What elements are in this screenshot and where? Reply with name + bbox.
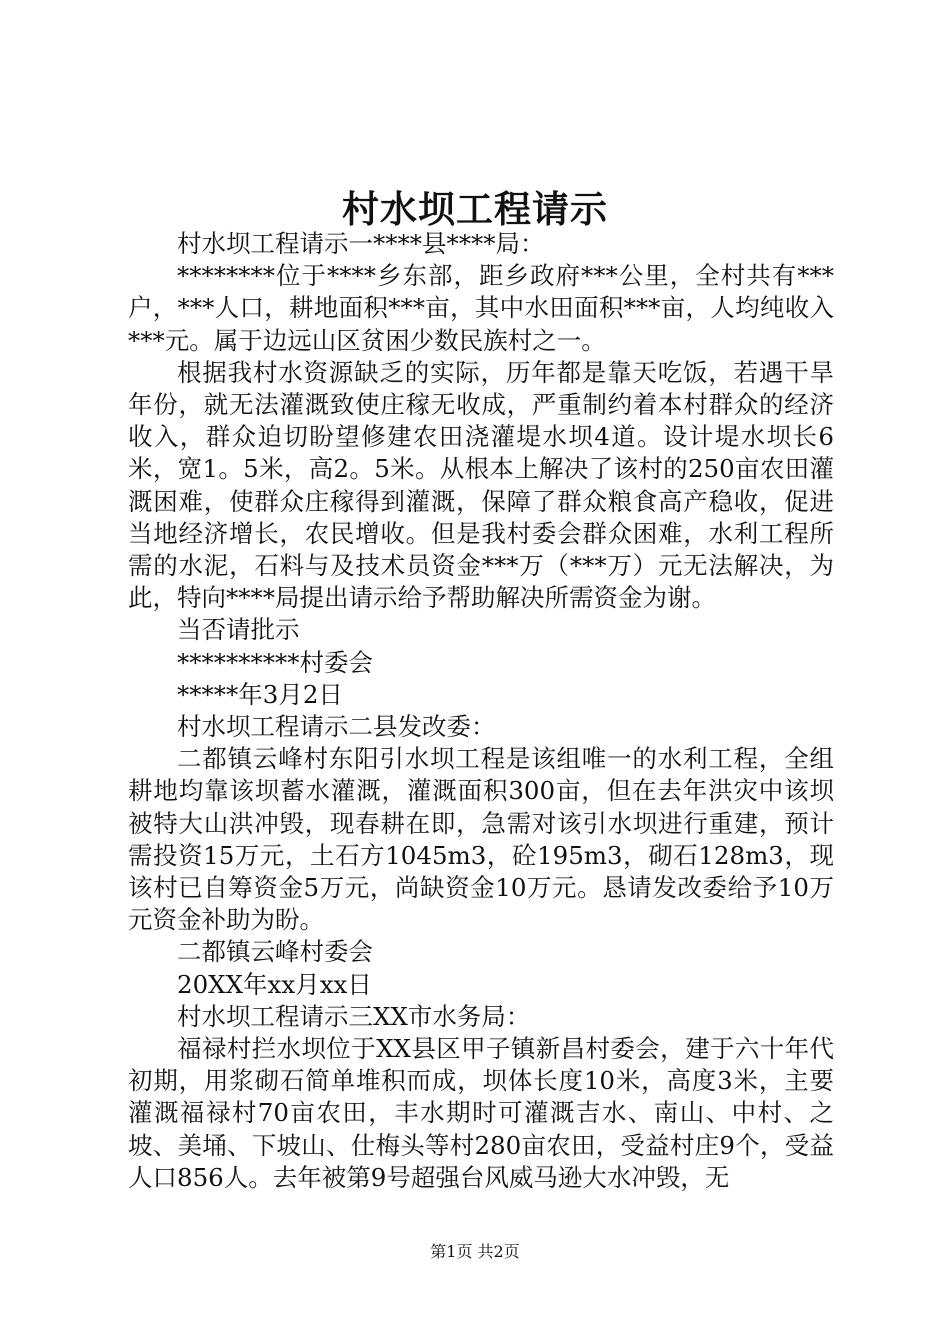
paragraph-approval-line: 当否请批示 — [177, 615, 300, 645]
paragraph-signature-1: **********村委会 — [177, 647, 373, 677]
paragraph-signature-2: 二都镇云峰村委会 — [177, 937, 373, 967]
document-body — [128, 228, 834, 1194]
paragraph-request-3-heading: 村水坝工程请示三XX市水务局： — [177, 1001, 531, 1031]
paragraph-request-1-body: 根据我村水资源缺乏的实际，历年都是靠天吃饭，若遇干旱年份，就无法灌溉致使庄稼无收成，严重制约着本村群众的经济收入，群众迫切盼望修建农田浇灌堤水坝4道。设计堤水坝长6米，宽1。5米，高2。5米。从根本上解决了该村的250亩农田灌溉困难，使群众庄稼得到灌溉，保障了群众粮食高产稳收，促进当地经济增长，农民增收。但是我村委会群众困难，水利工程所需的水泥，石料与及技术员资金***万（***万）元无法解决，为此，特向****局提出请示给予帮助解决所需资金为谢。 — [128, 357, 834, 613]
paragraph-request-1-heading: 村水坝工程请示一****县****局： — [177, 229, 545, 258]
paragraph-village-overview: ********位于****乡东部，距乡政府***公里，全村共有***户，***人口，耕地面积***亩，其中水田面积***亩，人均纯收入***元。属于边远山区贫困少数民族村之一。 — [128, 261, 834, 355]
page-footer: 第1页 共2页 — [430, 1242, 520, 1261]
paragraph-date-2: 20XX年xx月xx日 — [177, 969, 372, 999]
document-title: 村水坝工程请示 — [342, 187, 608, 231]
paragraph-request-3-body: 福禄村拦水坝位于XX县区甲子镇新昌村委会，建于六十年代初期，用浆砌石简单堆积而成，坝体长度10米，高度3米，主要灌溉福禄村70亩农田，丰水期时可灌溉吉水、南山、中村、之坡、美埇、下坡山、仕梅头等村280亩农田，受益村庄9个，受益人口856人。去年被第9号超强台风威马逊大水冲毁，无 — [128, 1034, 834, 1192]
paragraph-request-2-body: 二都镇云峰村东阳引水坝工程是该组唯一的水利工程，全组耕地均靠该坝蓄水灌溉，灌溉面积300亩，但在去年洪灾中该坝被特大山洪冲毁，现春耕在即，急需对该引水坝进行重建，预计需投资15万元，土石方1045m3，砼195m3，砌石128m3，现该村已自筹资金5万元，尚缺资金10万元。恳请发改委给予10万元资金补助为盼。 — [128, 744, 834, 935]
paragraph-request-2-heading: 村水坝工程请示二县发改委： — [177, 712, 496, 742]
paragraph-date-1: *****年3月2日 — [177, 679, 343, 709]
